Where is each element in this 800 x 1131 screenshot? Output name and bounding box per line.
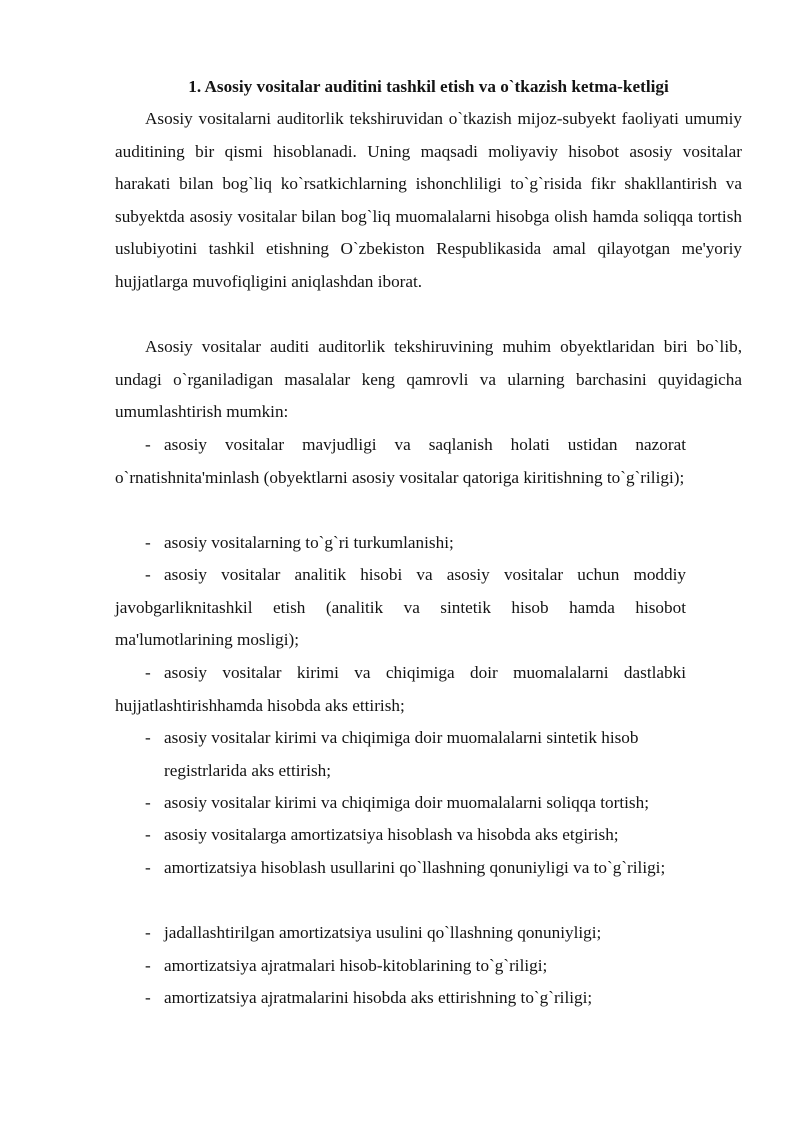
list-item: [115, 657, 686, 722]
list-item-text: jadallashtirilgan amortizatsiya usulini qo`llashning qonuniyligi;: [164, 923, 602, 942]
list-dash: -: [145, 793, 151, 812]
list-item-text: amortizatsiya ajratmalari hisob-kitoblarining to`g`riligi;: [164, 956, 548, 975]
list-item-text: asosiy vositalar kirimi va chiqimiga doir muomalalarni soliqqa tortish;: [164, 793, 649, 812]
list-item: [145, 819, 686, 852]
list-item-text: asosiy vositalar kirimi va chiqimiga doir muomalalarni sintetik hisob: [164, 728, 639, 747]
list-item-continuation: registrlarida aks ettirish;: [164, 760, 332, 780]
paragraph-intro: Asosiy vositalarni auditorlik tekshiruvidan o`tkazish mijoz-subyekt faoliyati umumiy auditining bir qismi hisoblanadi. Uning maqsadi moliyaviy hisobot asosiy vositalar harakati bilan bog`liq ko`rsatkichlarning ishonchliligi to`g`risida fikr shakllantirish va subyektda asosiy vositalar bilan bog`liq muomalalarni hisobga olish hamda soliqqa tortish uslubiyotini tashkil etishning O`zbekiston Respublikasida amal qilayotgan me'yoriy hujjatlarga muvofiqligini aniqlashdan iborat.: [115, 109, 742, 291]
list-item: [145, 917, 686, 950]
list-item: [115, 559, 686, 657]
list-item-text: asosiy vositalar analitik hisobi va asosiy vositalar uchun moddiy javobgarliknitashkil etish (analitik va sintetik hisob hamda hisobot ma'lumotlarining mosligi);: [115, 565, 686, 650]
list-dash: -: [145, 988, 151, 1007]
list-item: [115, 527, 686, 560]
list-item-text: asosiy vositalarga amortizatsiya hisoblash va hisobda aks etgirish;: [164, 825, 619, 844]
list-item-text: amortizatsiya ajratmalarini hisobda aks ettirishning to`g`riligi;: [164, 988, 593, 1007]
list-item: [145, 787, 686, 820]
list-item-text: asosiy vositalar mavjudligi va saqlanish holati ustidan nazorat o`rnatishnita'minlash (obyektlarni asosiy vositalar qatoriga kiritishning to`g`riligi);: [115, 435, 686, 487]
list-item: [145, 722, 686, 787]
list-item: [115, 429, 686, 494]
list-item: [145, 950, 686, 983]
list-dash: -: [145, 435, 151, 454]
list-dash: -: [145, 923, 151, 942]
paragraph-scope: Asosiy vositalar auditi auditorlik tekshiruvining muhim obyektlaridan biri bo`lib, undagi o`rganiladigan masalalar keng qamrovli va ularning barchasini quyidagicha umumlashtirish mumkin:: [115, 337, 742, 422]
list-item-text: amortizatsiya hisoblash usullarini qo`llashning qonuniyligi va to`g`riligi;: [164, 858, 666, 877]
list-item: [145, 982, 686, 1015]
list-item-text: asosiy vositalarning to`g`ri turkumlanishi;: [164, 533, 454, 552]
list-dash: -: [145, 663, 151, 682]
section-heading: 1. Asosiy vositalar auditini tashkil etish va o`tkazish ketma-ketligi: [188, 77, 669, 96]
list-dash: -: [145, 858, 151, 877]
list-dash: -: [145, 565, 151, 584]
list-dash: -: [145, 728, 151, 747]
list-item: [115, 852, 686, 885]
list-item-text: asosiy vositalar kirimi va chiqimiga doir muomalalarni dastlabki hujjatlashtirishhamda hisobda aks ettirish;: [115, 663, 686, 715]
list-dash: -: [145, 956, 151, 975]
list-dash: -: [145, 825, 151, 844]
list-dash: -: [145, 533, 151, 552]
